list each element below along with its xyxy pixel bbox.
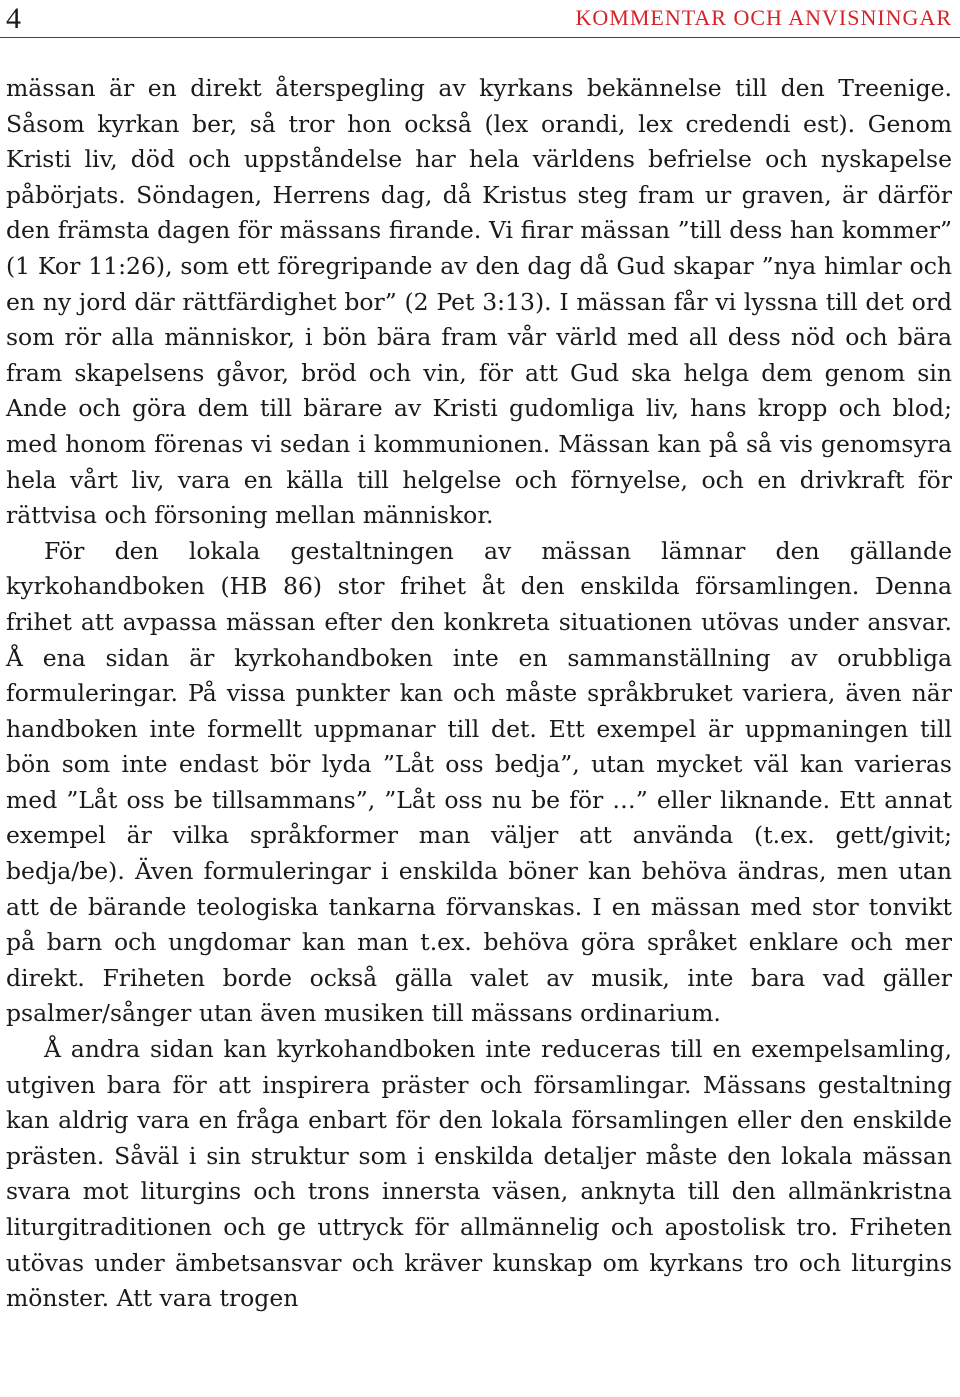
page-header — [0, 0, 960, 40]
paragraph-1: mässan är en direkt återspegling av kyrkans bekännelse till den Treenige. Såsom kyrkan ber, så tror hon också (lex orandi, lex credendi est). Genom Kristi liv, död och uppståndelse har hela världens befrielse och nyskapelse påbörjats. Söndagen, Herrens dag, då Kristus steg fram ur graven, är därför den främsta dagen för mässans firande. Vi firar mässan ”till dess han kommer” (1 Kor 11:26), som ett föregripande av den dag då Gud skapar ”nya himlar och en ny jord där rättfärdighet bor” (2 Pet 3:13). I mässan får vi lyssna till det ord som rör alla människor, i bön bära fram vår värld med all dess nöd och bära fram skapelsens gåvor, bröd och vin, för att Gud ska helga dem genom sin Ande och göra dem till bärare av Kristi gudomliga liv, hans kropp och blod; med honom förenas vi sedan i kommunionen. Mässan kan på så vis genomsyra hela vårt liv, vara en källa till helgelse och förnyelse, och en drivkraft för rättvisa och försoning mellan människor. — [6, 74, 952, 530]
paragraph-2: För den lokala gestaltningen av mässan lämnar den gällande kyrkohandboken (HB 86) stor frihet åt den enskilda församlingen. Denna frihet att avpassa mässan efter den konkreta situationen utövas under ansvar. Å ena sidan är kyrkohandboken inte en sammanställning av orubbliga formuleringar. På vissa punkter kan och måste språkbruket variera, även när handboken inte formellt uppmanar till det. Ett exempel är uppmaningen till bön som inte endast bör lyda ”Låt oss bedja”, utan mycket väl kan varieras med ”Låt oss be tillsammans”, ”Låt oss nu be för …” eller liknande. Ett annat exempel är vilka språkformer man väljer att använda (t.ex. gett/givit; bedja/be). Även formuleringar i enskilda böner kan behöva ändras, men utan att de bärande teologiska tankarna förvanskas. I en mässan med stor tonvikt på barn och ungdomar kan man t.ex. behöva göra språket enklare och mer direkt. Friheten borde också gälla valet av musik, inte bara vad gäller psalmer/sånger utan även musiken till mässans ordinarium. — [6, 536, 952, 1028]
body-text — [6, 71, 952, 1317]
header-rule — [0, 37, 960, 38]
page-number: 4 — [6, 2, 21, 35]
paragraph-3: Å andra sidan kan kyrkohandboken inte reduceras till en exempelsamling, utgiven bara för att inspirera präster och församlingar. Mässans gestaltning kan aldrig vara en fråga enbart för den lokala församlingen eller den enskilde prästen. Såväl i sin struktur som i enskilda detaljer måste den lokala mässan svara mot liturgins och trons innersta väsen, anknyta till den allmänkristna liturgitraditionen och ge uttryck för allmännelig och apostolisk tro. Friheten utövas under ämbetsansvar och kräver kunskap om kyrkans tro och liturgins mönster. Att vara trogen — [6, 1035, 952, 1313]
running-head: KOMMENTAR OCH ANVISNINGAR — [575, 5, 952, 30]
